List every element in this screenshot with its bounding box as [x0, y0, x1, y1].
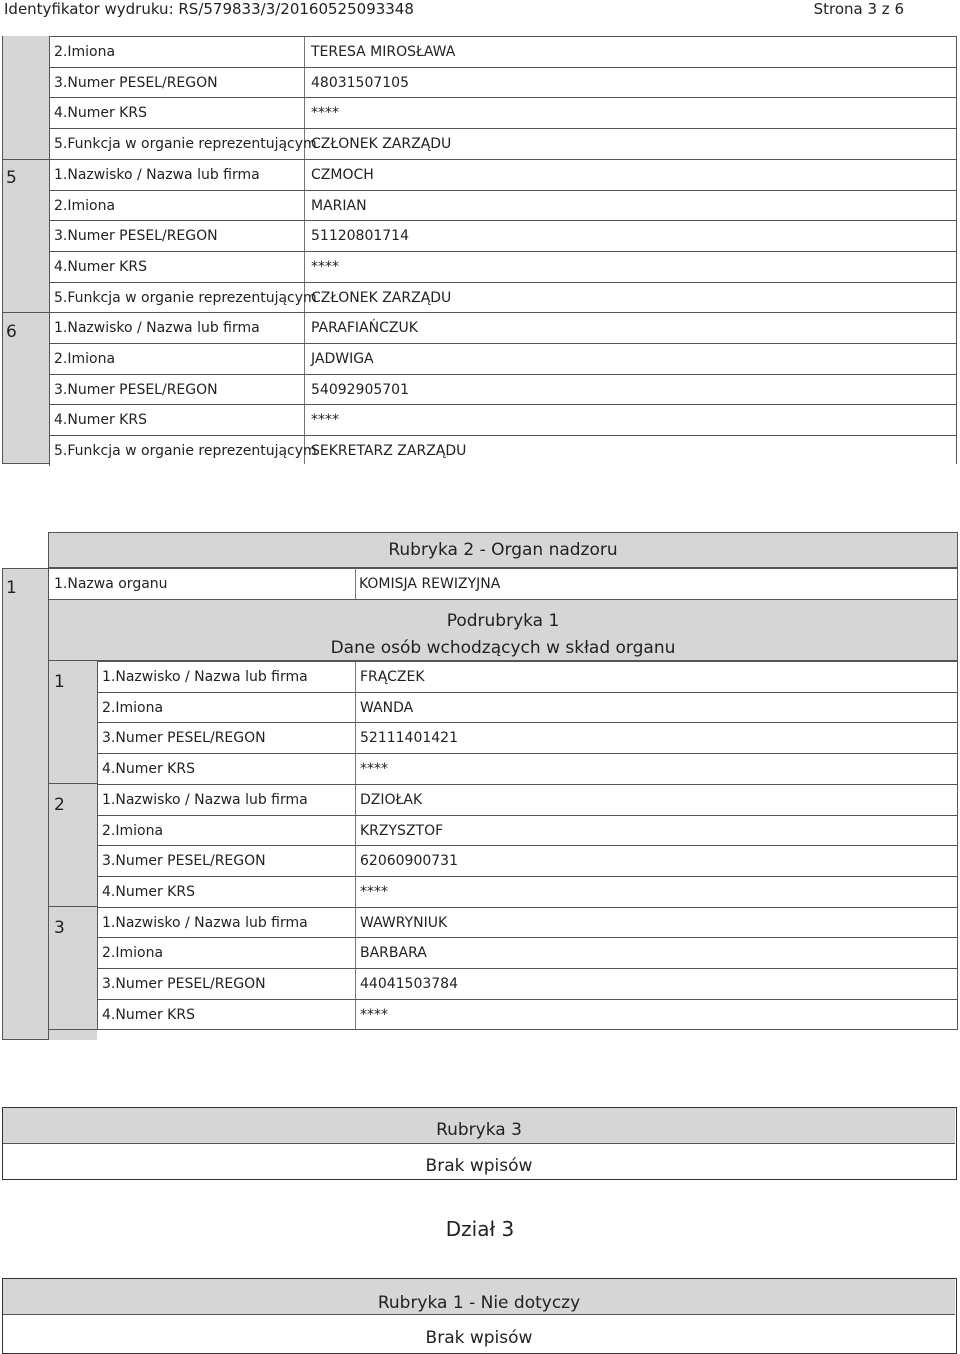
field-label: 1.Nazwisko / Nazwa lub firma [102, 792, 308, 808]
rubryka-1-box [2, 1278, 957, 1354]
field-label: 2.Imiona [54, 351, 116, 367]
table-row [49, 128, 957, 159]
field-label: 2.Imiona [54, 44, 116, 60]
table-row [49, 97, 957, 128]
table-row [97, 876, 958, 907]
field-value: **** [360, 761, 388, 777]
field-value: SEKRETARZ ZARZĄDU [311, 443, 467, 459]
field-value: CZMOCH [311, 167, 374, 183]
organ-number: 1 [6, 578, 17, 598]
field-label: 2.Imiona [102, 945, 164, 961]
table-row [97, 753, 958, 784]
field-value: WANDA [360, 700, 414, 716]
table-row [97, 784, 958, 815]
rubryka-3-empty: Brak wpisów [425, 1156, 533, 1176]
rubryka-2-title: Rubryka 2 - Organ nadzoru [388, 540, 618, 560]
field-label: 1.Nazwisko / Nazwa lub firma [54, 320, 260, 336]
field-value: DZIOŁAK [360, 792, 423, 808]
field-label: 5.Funkcja w organie reprezentującym [54, 290, 317, 306]
entry-number: 5 [6, 168, 17, 188]
field-value: **** [311, 105, 339, 121]
field-value: TERESA MIROSŁAWA [311, 44, 456, 60]
field-label: 4.Numer KRS [54, 259, 147, 275]
table-row [49, 220, 957, 251]
table-row [97, 999, 958, 1030]
table-row [49, 343, 957, 374]
field-value: JADWIGA [311, 351, 374, 367]
field-value: MARIAN [311, 198, 367, 214]
table-row [97, 661, 958, 692]
field-label: 3.Numer PESEL/REGON [54, 75, 218, 91]
field-label: 2.Imiona [54, 198, 116, 214]
field-value: 52111401421 [360, 730, 458, 746]
table-row [49, 67, 957, 98]
field-label: 3.Numer PESEL/REGON [102, 976, 266, 992]
table-row [49, 404, 957, 435]
field-label: 3.Numer PESEL/REGON [54, 228, 218, 244]
dzial-3-title: Dział 3 [445, 1217, 515, 1241]
table-row [49, 251, 957, 282]
field-value: WAWRYNIUK [360, 915, 448, 931]
field-value: FRĄCZEK [360, 669, 425, 685]
member-number: 3 [54, 918, 65, 938]
field-value: KRZYSZTOF [360, 823, 444, 839]
podrubryka-subtitle: Dane osób wchodzących w skład organu [330, 638, 676, 658]
field-value: CZŁONEK ZARZĄDU [311, 290, 452, 306]
table-row [97, 968, 958, 999]
table-row [97, 907, 958, 938]
rubryka-1-title: Rubryka 1 - Nie dotyczy [377, 1293, 581, 1313]
field-label: 2.Imiona [102, 700, 164, 716]
field-label: 3.Numer PESEL/REGON [102, 853, 266, 869]
table-row [49, 282, 957, 313]
field-value: **** [360, 884, 388, 900]
table-row [49, 374, 957, 405]
table-row [49, 36, 957, 67]
field-label: 4.Numer KRS [54, 412, 147, 428]
field-label: 3.Numer PESEL/REGON [54, 382, 218, 398]
field-label: 4.Numer KRS [54, 105, 147, 121]
field-label: 1.Nazwisko / Nazwa lub firma [102, 915, 308, 931]
rubryka-2-table [2, 532, 958, 1040]
representatives-table [2, 36, 957, 464]
field-value: 51120801714 [311, 228, 409, 244]
table-row [97, 692, 958, 723]
field-label: 1.Nazwisko / Nazwa lub firma [102, 669, 308, 685]
table-row [49, 190, 957, 221]
field-label: 5.Funkcja w organie reprezentującym [54, 443, 317, 459]
field-label: 2.Imiona [102, 823, 164, 839]
field-label: 4.Numer KRS [102, 1007, 195, 1023]
field-label: 4.Numer KRS [102, 761, 195, 777]
field-value: 62060900731 [360, 853, 458, 869]
table-row [97, 815, 958, 846]
field-value: CZŁONEK ZARZĄDU [311, 136, 452, 152]
rubryka-1-empty: Brak wpisów [425, 1328, 533, 1348]
member-number: 1 [54, 672, 65, 692]
field-label: 3.Numer PESEL/REGON [102, 730, 266, 746]
field-value: BARBARA [360, 945, 427, 961]
table-row [97, 722, 958, 753]
field-label: 5.Funkcja w organie reprezentującym [54, 136, 317, 152]
field-value: **** [311, 259, 339, 275]
rubryka-3-box [2, 1107, 957, 1180]
rubryka-3-title: Rubryka 3 [436, 1120, 522, 1140]
table-row [49, 435, 957, 466]
field-value: 54092905701 [311, 382, 409, 398]
field-value: **** [360, 1007, 388, 1023]
field-value: 44041503784 [360, 976, 458, 992]
table-row [97, 845, 958, 876]
organ-name-label: 1.Nazwa organu [54, 576, 168, 592]
print-identifier: Identyfikator wydruku: RS/579833/3/20160525093348 [4, 0, 414, 18]
field-value: **** [311, 412, 339, 428]
field-label: 1.Nazwisko / Nazwa lub firma [54, 167, 260, 183]
table-row [97, 937, 958, 968]
field-value: 48031507105 [311, 75, 409, 91]
entry-number: 6 [6, 322, 17, 342]
table-row [49, 312, 957, 343]
page-number: Strona 3 z 6 [813, 0, 904, 18]
table-row [49, 159, 957, 190]
member-number: 2 [54, 795, 65, 815]
field-label: 4.Numer KRS [102, 884, 195, 900]
field-value: PARAFIAŃCZUK [311, 320, 418, 336]
podrubryka-title: Podrubryka 1 [446, 611, 560, 631]
organ-name-value: KOMISJA REWIZYJNA [359, 576, 501, 592]
